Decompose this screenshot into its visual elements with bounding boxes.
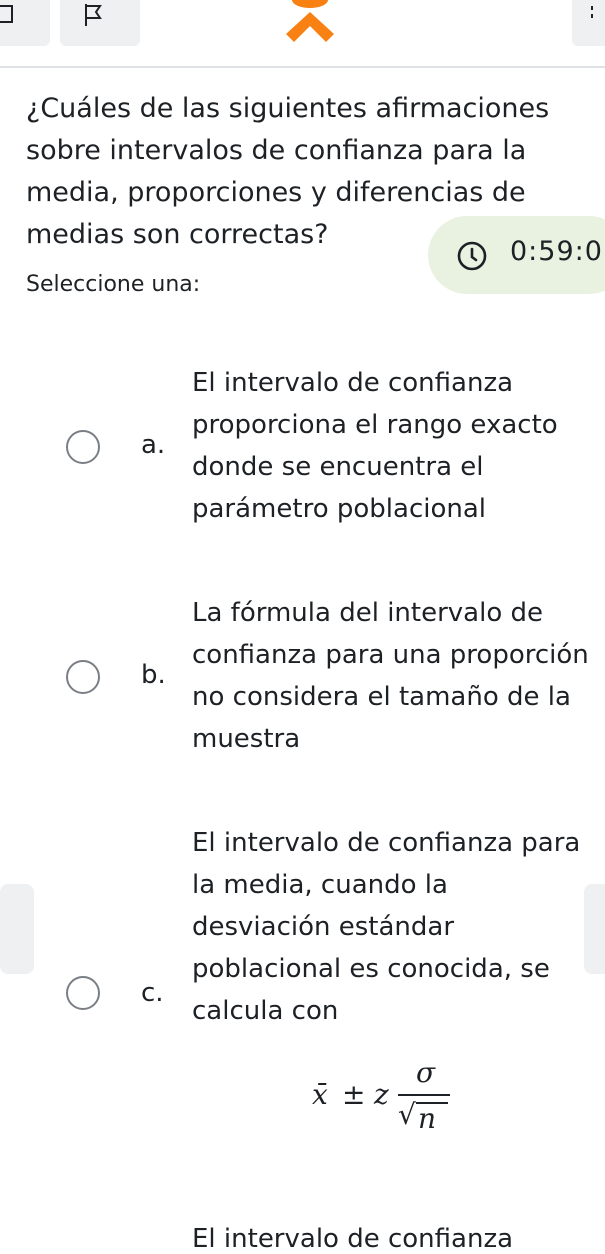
option-text-d: El intervalo de confianza bbox=[192, 1224, 514, 1254]
flag-question-button[interactable] bbox=[60, 0, 140, 46]
radio-a[interactable] bbox=[66, 430, 100, 464]
formula-sqrt: √ bbox=[398, 1098, 416, 1131]
timer-value: 0:59:0 bbox=[510, 236, 603, 267]
drawer-toggle-button[interactable] bbox=[0, 0, 50, 46]
formula-z: z bbox=[374, 1078, 389, 1111]
quiz-timer bbox=[428, 216, 605, 294]
question-text: ¿Cuáles de las siguientes afirmaciones sobre intervalos de confianza para la media, proporciones y diferencias de medias son correctas? bbox=[26, 93, 550, 250]
left-side-tab[interactable] bbox=[0, 884, 34, 974]
option-letter-c: c. bbox=[141, 978, 164, 1008]
option-letter-a: a. bbox=[141, 430, 166, 460]
option-text-b: La fórmula del intervalo de confianza para una proporción no considera el tamaño de la muestra bbox=[192, 598, 589, 754]
clock-icon bbox=[456, 240, 488, 272]
formula-sigma: σ bbox=[416, 1056, 436, 1089]
option-letter-b: b. bbox=[141, 660, 166, 690]
moodle-logo-icon bbox=[280, 0, 340, 44]
select-one-prompt: Seleccione una: bbox=[26, 272, 201, 297]
flag-icon bbox=[82, 2, 122, 32]
top-navbar bbox=[0, 0, 605, 68]
drawer-icon bbox=[0, 2, 30, 32]
formula-n: n bbox=[418, 1102, 437, 1135]
formula-plus-minus: ± bbox=[342, 1078, 366, 1111]
formula-xbar: x̄ bbox=[312, 1078, 328, 1111]
formula-fraction-bar bbox=[398, 1094, 450, 1096]
menu-icon bbox=[584, 2, 604, 32]
menu-button[interactable] bbox=[572, 0, 605, 46]
radio-c[interactable] bbox=[66, 976, 100, 1010]
option-text-a: El intervalo de confianza proporciona el rango exacto donde se encuentra el parámetro poblacional bbox=[192, 368, 558, 524]
option-text-c: El intervalo de confianza para la media, cuando la desviación estándar poblacional es conocida, se calcula con bbox=[192, 828, 581, 1026]
radio-b[interactable] bbox=[66, 660, 100, 694]
